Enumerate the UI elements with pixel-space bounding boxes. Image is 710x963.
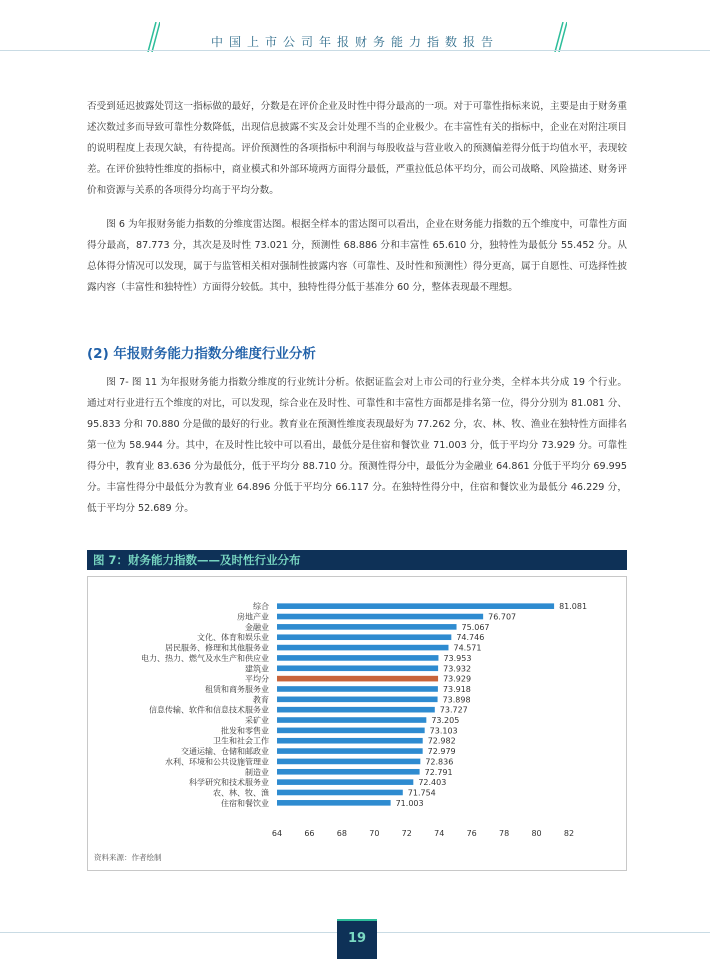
category-label: 建筑业 (245, 664, 269, 674)
section-title: (2) 年报财务能力指数分维度行业分析 (87, 346, 316, 362)
bar (277, 603, 554, 609)
category-label: 文化、体育和娱乐业 (197, 633, 269, 643)
x-tick-label: 64 (271, 829, 283, 838)
category-label: 采矿业 (245, 716, 269, 726)
category-label: 住宿和餐饮业 (221, 798, 269, 808)
value-label: 71.754 (407, 788, 436, 798)
value-label: 73.932 (443, 664, 472, 674)
bar (277, 707, 435, 713)
value-label: 73.727 (439, 705, 468, 715)
category-label: 金融业 (245, 622, 269, 632)
bar (277, 800, 391, 806)
x-tick-label: 80 (531, 829, 542, 838)
value-label: 73.205 (431, 716, 460, 726)
bar (277, 686, 438, 692)
value-label: 73.918 (442, 684, 471, 694)
category-label: 电力、热力、燃气及水生产和供应业 (141, 653, 269, 663)
category-label: 交通运输、仓储和邮政业 (181, 747, 269, 757)
value-label: 71.003 (395, 798, 424, 808)
bar (277, 697, 438, 703)
category-label: 租赁和商务服务业 (205, 684, 269, 694)
value-label: 81.081 (559, 602, 588, 612)
value-label: 73.103 (429, 726, 458, 736)
bar (277, 779, 413, 785)
category-label: 制造业 (245, 767, 269, 777)
category-label: 教育 (253, 695, 269, 705)
paragraph-3: 图 7- 图 11 为年报财务能力指数分维度的行业统计分析。依据证监会对上市公司的行业分类，全样本共分成 19 个行业。通过对行业进行五个维度的对比，可以发现，综合业在及时性、可靠性和丰富性方面都是排名第一位，得分分别为 81.081 分、95.833 分和 70.880 分是做的最好的行业。教育业在预测性维度表现最好为 77.262 分，农、林、牧、渔业在独特性方面排名第一位为 58.944 分。其中，在及时性比较中可以看出，最低分是住宿和餐饮业 71.003 分，低于平均分 73.929 分。可靠性得分中，教育业 83.636 分为最低分，低于平均分 88.710 分。预测性得分中，最低分为金融业 64.861 分低于平均分 69.995 分。丰富性得分中最低分为教育业 64.896 分低于平均分 66.117 分。在独特性得分中，住宿和餐饮业为最低分 46.229 分，低于平均分 52.689 分。 (87, 377, 627, 514)
x-tick-label: 76 (466, 829, 477, 838)
value-label: 74.571 (453, 643, 482, 653)
value-label: 76.707 (488, 612, 517, 622)
bar (277, 645, 448, 651)
figure-title: 图 7：财务能力指数——及时性行业分布 (87, 550, 627, 570)
bar (277, 769, 420, 775)
paragraph-2: 图 6 为年报财务能力指数的分维度雷达图。根据全样本的雷达图可以看出，企业在财务能力指数的五个维度中，可靠性方面得分最高，87.773 分，其次是及时性 73.021 分，预测性 68.886 分和丰富性 65.610 分，独特性为最低分 55.452 分。从总体得分情况可以发现，属于与监管相关相对强制性披露内容（可靠性、及时性和预测性）得分更高，属于自愿性、可选择性披露内容（丰富性和独特性）方面得分较低。其中，独特性得分低于基准分 60 分，整体表现最不理想。 (87, 219, 627, 293)
bar (277, 655, 438, 661)
value-label: 72.979 (427, 747, 456, 757)
x-tick-label: 70 (369, 829, 380, 838)
bar (277, 738, 423, 744)
chart-container (87, 576, 627, 871)
value-label: 72.791 (424, 767, 453, 777)
bar (277, 614, 483, 620)
category-label: 综合 (253, 602, 269, 612)
x-tick-label: 72 (401, 829, 412, 838)
value-label: 75.067 (461, 622, 490, 632)
source-note: 资料来源：作者绘制 (94, 853, 162, 862)
category-label: 房地产业 (237, 612, 269, 622)
category-label: 平均分 (245, 674, 269, 684)
paragraph-1: 否受到延迟披露处罚这一指标做的最好，分数是在评价企业及时性中得分最高的一项。对于可靠性指标来说，主要是由于财务重述次数过多而导致可靠性分数降低，出现信息披露不实及会计处理不当的企业极少。在丰富性有关的指标中，企业在对附注项目的说明程度上表现欠缺，有待提高。评价预测性的各项指标中利润与每股收益与营业收入的预测偏差得分低于均值水平，表现较差。在评价独特性维度的指标中，商业模式和外部环境两方面得分最低，严重拉低总体平均分，而公司战略、风险描述、财务评价和资源与关系的各项得分均高于平均分数。 (87, 101, 627, 196)
value-label: 73.953 (443, 653, 472, 663)
value-label: 72.982 (427, 736, 456, 746)
category-label: 农、林、牧、渔 (213, 788, 269, 798)
category-label: 批发和零售业 (221, 726, 269, 736)
category-label: 居民服务、修理和其他服务业 (165, 643, 269, 653)
x-tick-label: 68 (336, 829, 347, 838)
page-header (0, 0, 710, 60)
category-label: 水利、环境和公共设施管理业 (165, 757, 269, 767)
bar (277, 624, 457, 630)
x-tick-label: 82 (563, 829, 575, 838)
bar (277, 728, 425, 734)
bar (277, 665, 438, 671)
x-tick-label: 78 (499, 829, 510, 838)
page-number: 19 (337, 919, 377, 959)
value-label: 73.898 (442, 695, 471, 705)
header-right-slash-icon (553, 22, 567, 52)
value-label: 72.403 (418, 778, 447, 788)
bar (277, 759, 420, 765)
bar-chart (88, 577, 626, 870)
value-label: 74.746 (456, 633, 485, 643)
category-label: 卫生和社会工作 (213, 736, 269, 746)
bar (277, 748, 423, 754)
x-tick-label: 66 (304, 829, 315, 838)
x-tick-label: 74 (434, 829, 445, 838)
bar-average (277, 676, 438, 682)
value-label: 73.929 (443, 674, 472, 684)
header-rule (0, 50, 710, 51)
bar (277, 634, 451, 640)
category-label: 科学研究和技术服务业 (189, 778, 269, 788)
bar (277, 717, 426, 723)
bar (277, 790, 403, 796)
category-label: 信息传输、软件和信息技术服务业 (149, 705, 269, 715)
value-label: 72.836 (425, 757, 454, 767)
header-title: 中国上市公司年报财务能力指数报告 (210, 35, 499, 49)
